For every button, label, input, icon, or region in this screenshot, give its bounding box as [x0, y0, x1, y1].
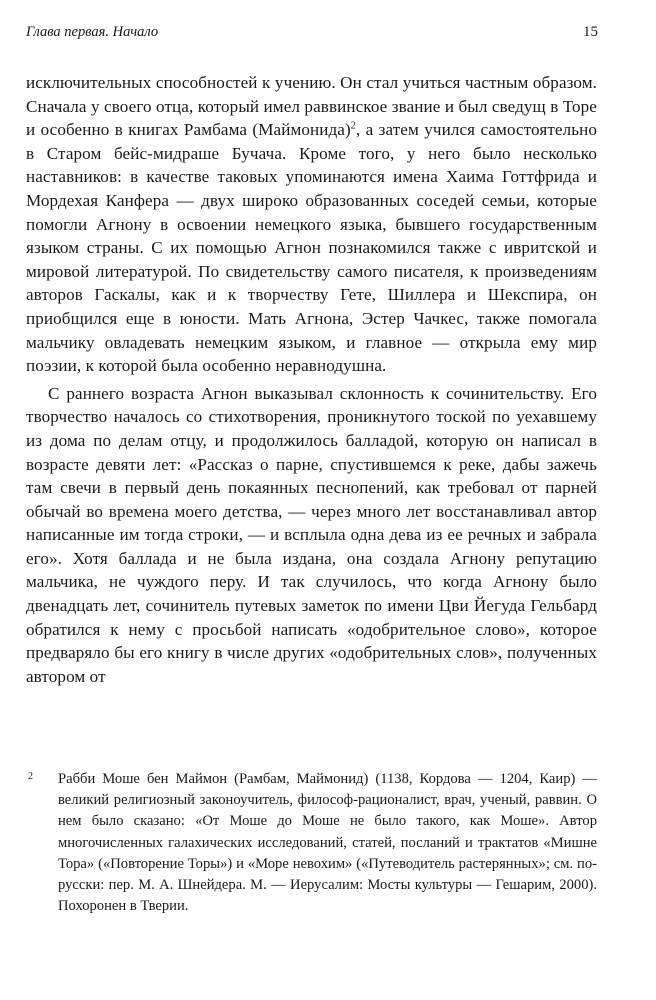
paragraph-text: , а затем учился самостоятельно в Старом бейс-мидраше Бучача. Кроме того, у него было несколько наставников: в качестве таковых упоминаются имена Хаима Готтфрида и Мордехая Канфера — двух широко образованных соседей семьи, которые помогли Агнону в освоении немецкого языка, бывшего государственным языком страны. С их помощью Агнон познакомился также с ивритской и мировой литературой. По свидетельству самого писателя, к произведениям авторов Гаскалы, как и к творчеству Гете, Шиллера и Шекспира, он приобщился еще в юности. Мать Агнона, Эстер Чачкес, также помогала мальчику овладевать немецким языком, и главное — открыла ему мир поэзии, к которой была особенно неравнодушна. — [26, 120, 598, 376]
page-header — [26, 24, 598, 46]
footnote — [26, 769, 597, 917]
paragraph — [26, 71, 597, 378]
footnote-text: Рабби Моше бен Маймон (Рамбам, Маймонид) (1138, Кордова — 1204, Каир) — великий религиозный законоучитель, философ-рационалист, врач, ученый, раввин. О нем было сказано: «От Моше до Моше не было такого, как Моше». Автор многочисленных галахических исследований, статей, посланий и трактатов «Мишне Тора» («Повторение Торы») и «Море невохим» («Путеводитель растерянных»; см. по-русски: пер. М. А. Шнейдера. М. — Иерусалим: Мосты культуры — Гешарим, 2000). Похоронен в Тверии. — [58, 771, 597, 915]
footnote-marker: 2 — [28, 771, 33, 782]
paragraph-text: исключительных способностей к учению. Он стал учиться частным образом. Сначала у своего отца, который имел раввинское звание и был сведущ в Торе и особенно в книгах Рамбама (Маймонида) — [26, 73, 597, 140]
running-head: Глава первая. Начало — [26, 24, 159, 40]
footnotes — [26, 769, 597, 917]
footnote-reference: 2 — [350, 120, 356, 132]
paragraph: С раннего возраста Агнон выказывал склонность к сочинительству. Его творчество началось со стихотворения, проникнутого тоской по уехавшему из дома по делам отцу, и продолжилось балладой, которую он написал в возрасте девяти лет: «Рассказ о парне, спустившемся к реке, дабы зажечь там свечи в первый день покаянных песнопений, как требовал от парней обычай во времена моего детства, — через много лет восстанавливал автор написанные им тогда строки, — и всплыла одна дева из ее речных и забрала его». Хотя баллада и не была издана, она создала Агнону репутацию мальчика, не чуждого перу. И так случилось, что когда Агнону было двенадцать лет, сочинитель путевых заметок по имени Цви Йегуда Гельбард обратился к нему с просьбой написать «одобрительное слово», которое предваряло бы его книгу в числе других «одобрительных слов», полученных автором от — [26, 383, 597, 686]
main-text — [26, 71, 597, 688]
page-number: 15 — [583, 24, 598, 40]
